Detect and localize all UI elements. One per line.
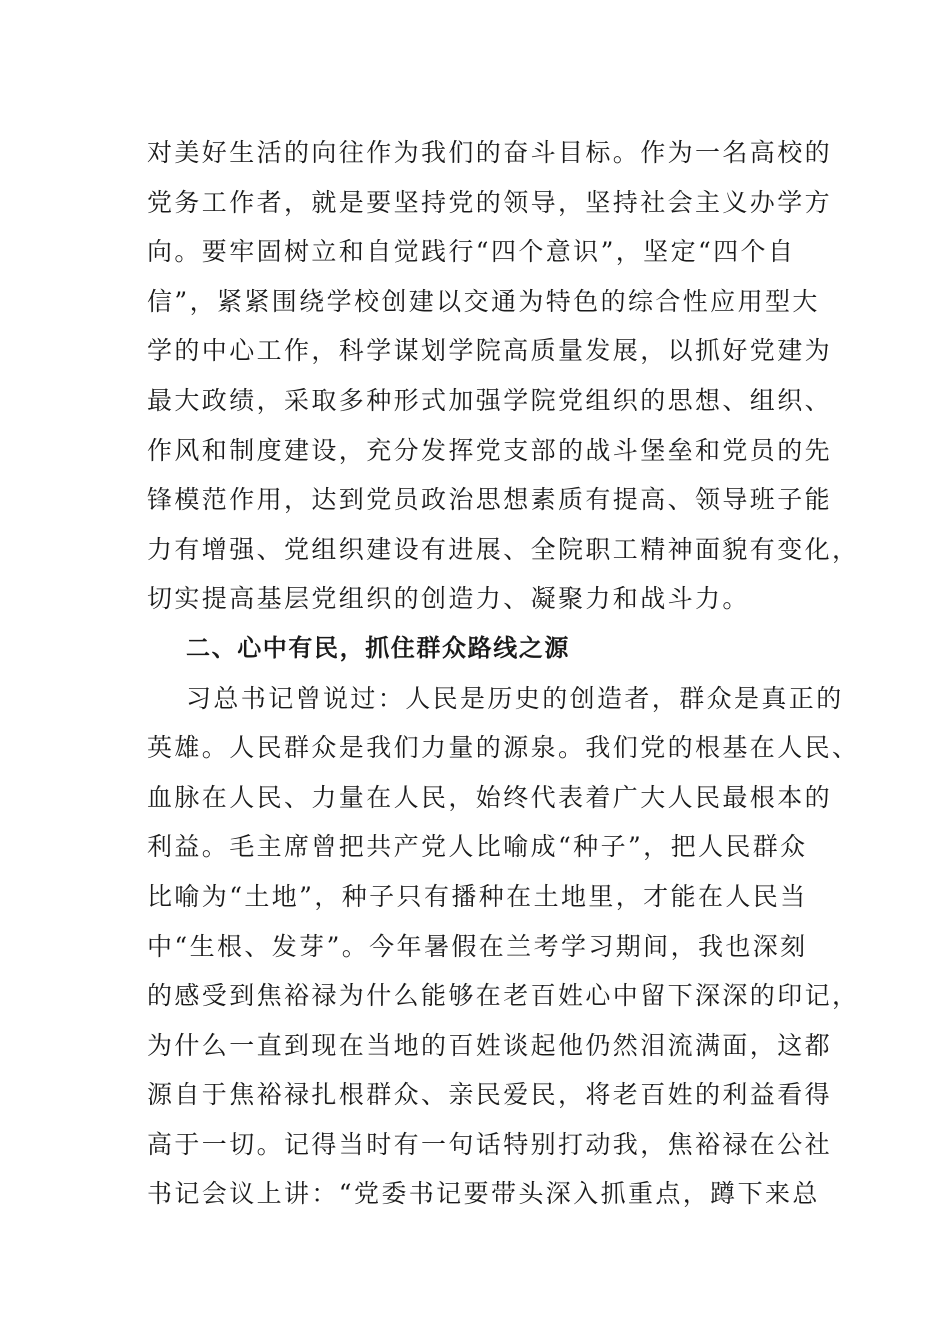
paragraph-line: 力有增强、党组织建设有进展、全院职工精神面貌有变化， bbox=[147, 534, 860, 564]
paragraph-line: 党务工作者，就是要坚持党的领导，坚持社会主义办学方 bbox=[147, 187, 833, 217]
paragraph-line: 信”，紧紧围绕学校创建以交通为特色的综合性应用型大 bbox=[147, 286, 820, 316]
paragraph-line: 利益。毛主席曾把共产党人比喻成“种子”，把人民群众 bbox=[147, 832, 808, 862]
paragraph-line: 源自于焦裕禄扎根群众、亲民爱民，将老百姓的利益看得 bbox=[147, 1080, 833, 1110]
paragraph-line: 对美好生活的向往作为我们的奋斗目标。作为一名高校的 bbox=[147, 138, 833, 167]
section-heading: 二、心中有民，抓住群众路线之源 bbox=[186, 633, 570, 662]
paragraph-line: 向。要牢固树立和自觉践行“四个意识”，坚定“四个自 bbox=[147, 237, 796, 267]
paragraph-line: 作风和制度建设，充分发挥党支部的战斗堡垒和党员的先 bbox=[147, 435, 833, 465]
paragraph-line: 书记会议上讲：“党委书记要带头深入抓重点，蹲下来总 bbox=[147, 1179, 820, 1209]
body-text bbox=[147, 128, 860, 1219]
paragraph-line: 锋模范作用，达到党员政治思想素质有提高、领导班子能 bbox=[147, 485, 833, 515]
paragraph-line: 中“生根、发芽”。今年暑假在兰考学习期间，我也深刻 bbox=[147, 931, 808, 961]
paragraph-first-line: 习总书记曾说过：人民是历史的创造者，群众是真正的 bbox=[186, 683, 844, 713]
paragraph-line: 英雄。人民群众是我们力量的源泉。我们党的根基在人民、 bbox=[147, 733, 860, 763]
paragraph-line: 血脉在人民、力量在人民，始终代表着广大人民最根本的 bbox=[147, 782, 833, 812]
paragraph-line: 为什么一直到现在当地的百姓谈起他仍然泪流满面，这都 bbox=[147, 1030, 833, 1060]
paragraph-line: 高于一切。记得当时有一句话特别打动我，焦裕禄在公社 bbox=[147, 1129, 833, 1159]
paragraph-line: 学的中心工作，科学谋划学院高质量发展，以抓好党建为 bbox=[147, 336, 833, 366]
paragraph-line: 切实提高基层党组织的创造力、凝聚力和战斗力。 bbox=[147, 584, 750, 614]
paragraph-line: 比喻为“土地”，种子只有播种在土地里，才能在人民当 bbox=[147, 881, 808, 911]
paragraph-line: 的感受到焦裕禄为什么能够在老百姓心中留下深深的印记， bbox=[147, 981, 860, 1011]
paragraph-line: 最大政绩，采取多种形式加强学院党组织的思想、组织、 bbox=[147, 385, 833, 415]
